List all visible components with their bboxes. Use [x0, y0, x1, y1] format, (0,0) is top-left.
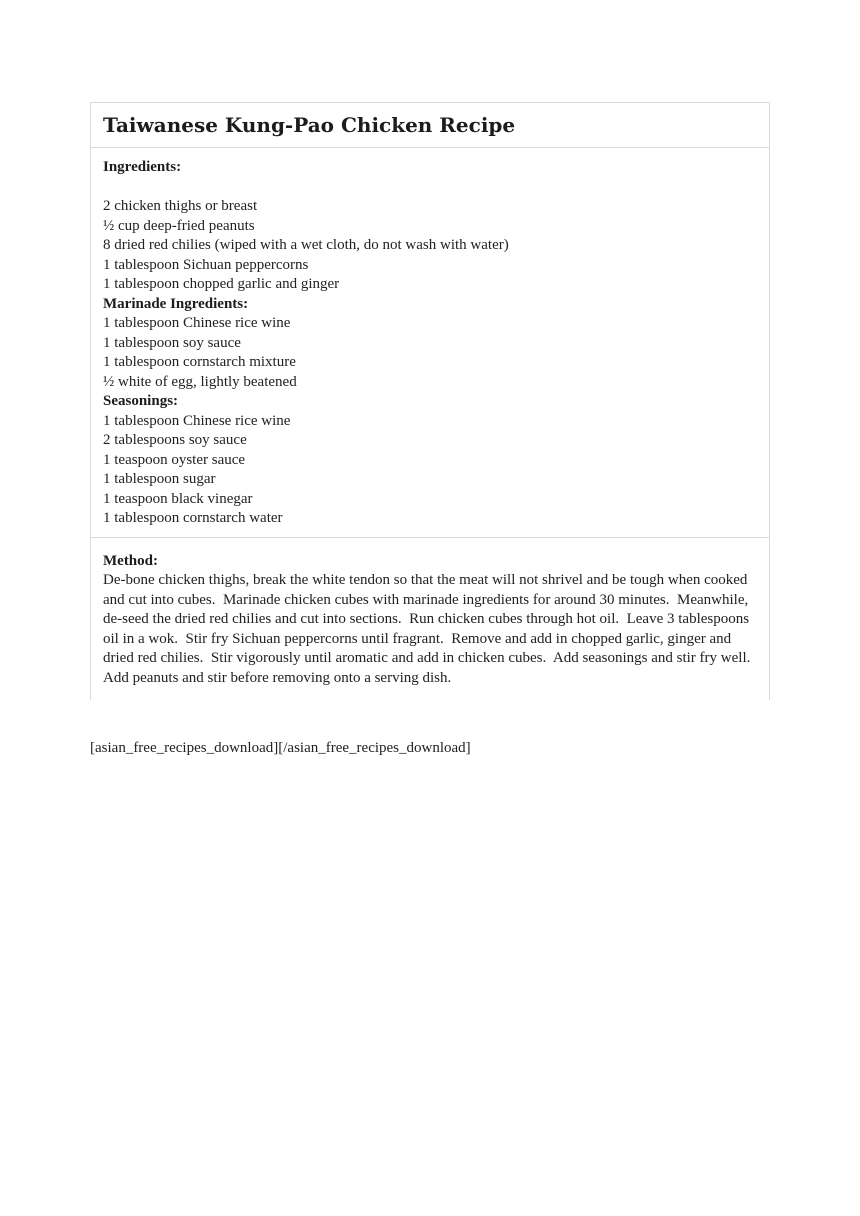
method-heading: Method: [103, 552, 158, 569]
ingredient-line: 1 tablespoon soy sauce [103, 334, 241, 351]
ingredient-line: 1 tablespoon Chinese rice wine [103, 315, 291, 331]
recipe-title: Taiwanese Kung-Pao Chicken Recipe [103, 113, 516, 137]
ingredient-line: 8 dried red chilies (wiped with a wet cloth, do not wash with water) [103, 237, 509, 253]
shortcode-text: [asian_free_recipes_download][/asian_free_recipes_download] [90, 740, 471, 756]
ingredient-line: ½ white of egg, lightly beatened [103, 373, 297, 390]
ingredient-line: ½ cup deep-fried peanuts [103, 217, 255, 234]
ingredient-line: 1 tablespoon cornstarch water [103, 510, 283, 526]
method-text: De-bone chicken thighs, break the white tendon so that the meat will not shrivel and be tough when cooked and cut into cubes. Marinade chicken cubes with marinade ingredients for around 30 minutes. Meanwhile, de-seed the dried red chilies and cut into sections. Run chicken cubes through hot oil. Leave 3 tablespoons oil in a wok. Stir fry Sichuan peppercorns until fragrant. Remove and add in chopped garlic, ginger and dried red chilies. Stir vigorously until aromatic and add in chicken cubes. Add seasonings and stir fry well. Add peanuts and stir before removing onto a serving dish. [103, 572, 758, 686]
ingredient-line: 1 tablespoon Sichuan peppercorns [103, 256, 309, 273]
ingredient-line: 1 teaspoon oyster sauce [103, 451, 246, 468]
ingredient-line: 1 tablespoon Chinese rice wine [103, 412, 291, 429]
ingredient-line: 2 tablespoons soy sauce [103, 432, 247, 448]
ingredient-line: 1 teaspoon black vinegar [103, 490, 253, 507]
ingredient-group-heading: Seasonings: [103, 393, 179, 409]
method-section [91, 538, 769, 701]
ingredients-section [91, 148, 769, 538]
ingredient-line: 1 tablespoon cornstarch mixture [103, 354, 296, 370]
recipe-title-row [91, 103, 769, 148]
ingredient-group-heading: Marinade Ingredients: [103, 295, 249, 312]
recipe-card [90, 102, 770, 700]
ingredient-line: 1 tablespoon chopped garlic and ginger [103, 276, 340, 292]
ingredient-line: 2 chicken thighs or breast [103, 198, 258, 214]
ingredient-line: 1 tablespoon sugar [103, 471, 216, 487]
ingredients-heading: Ingredients: [103, 159, 182, 175]
ingredients-list [103, 197, 757, 529]
